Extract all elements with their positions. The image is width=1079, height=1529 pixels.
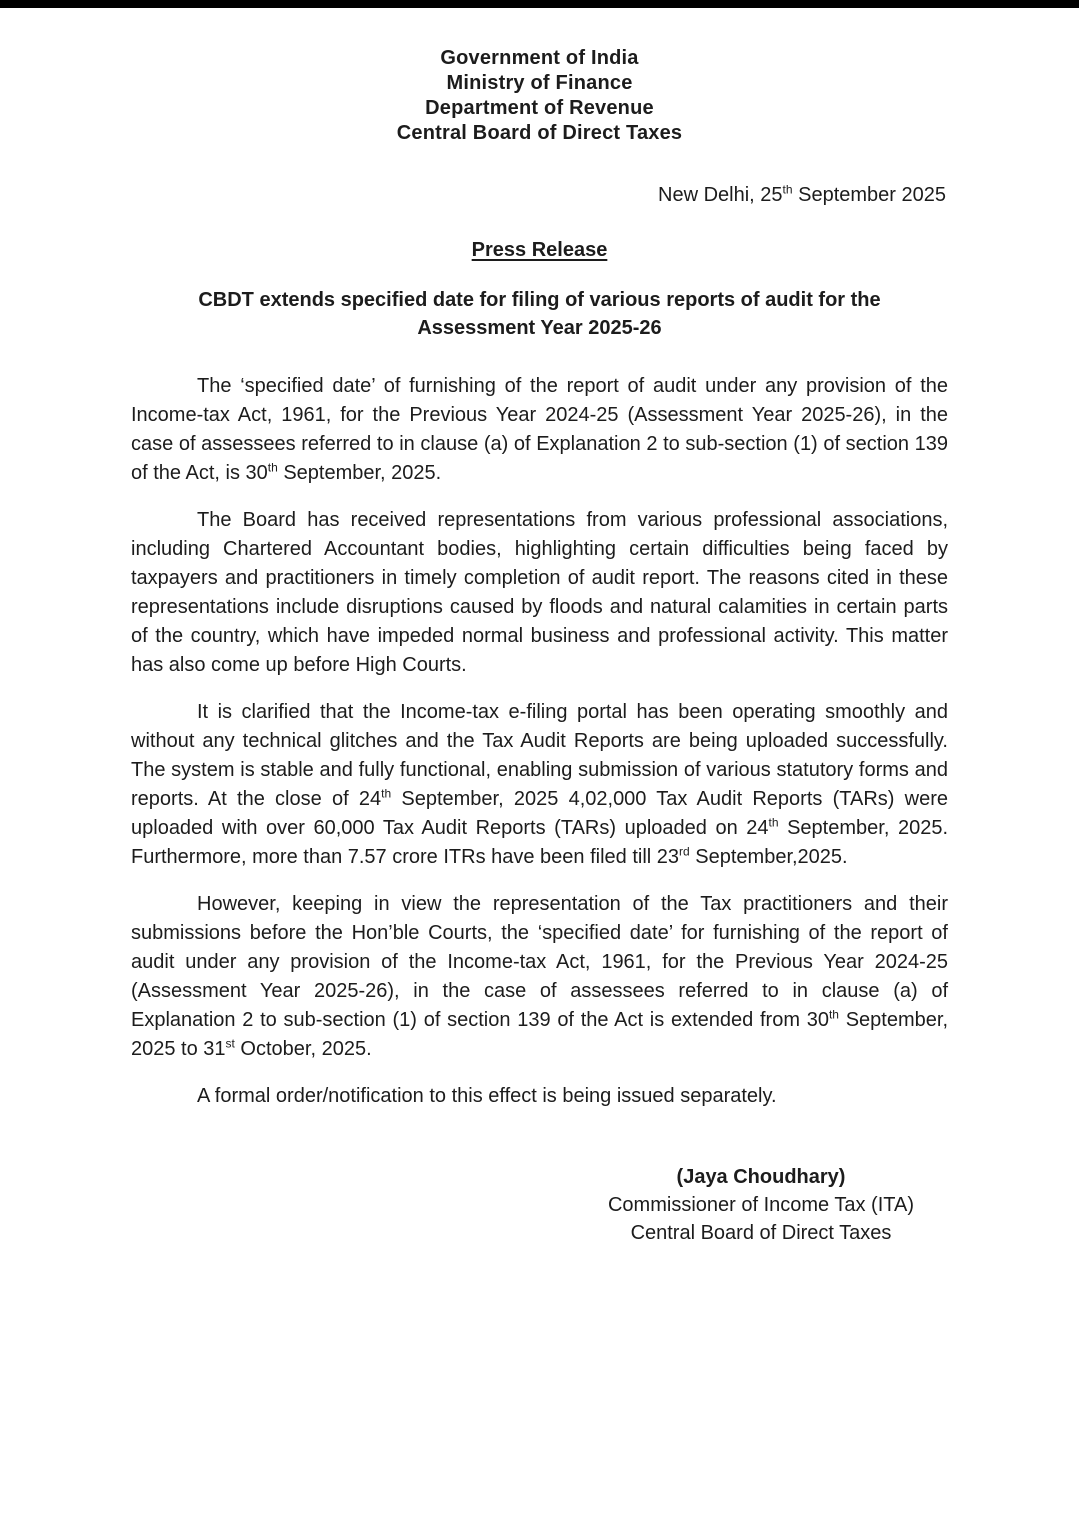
document-body xyxy=(131,372,948,1111)
dateline: New Delhi, 25th September 2025 xyxy=(658,182,946,206)
scan-edge-bar xyxy=(0,0,1079,8)
paragraph-formal-order: A formal order/notification to this effect is being issued separately. xyxy=(197,1085,777,1107)
paragraph-extension: However, keeping in view the representation of the Tax practitioners and their submissions before the Hon’ble Courts, the ‘specified date’ for furnishing of the report of audit under any provision of the Income-tax Act, 1961, for the Previous Year 2024-25 (Assessment Year 2025-26), in the case of assessees referred to in clause (a) of Explanation 2 to sub-section (1) of section 139 of the Act is extended from 30th September, 2025 to 31st October, 2025. xyxy=(131,893,949,1060)
signature-block xyxy=(561,1163,961,1247)
signatory-title: Commissioner of Income Tax (ITA) xyxy=(607,1194,914,1216)
subject-heading xyxy=(0,286,1079,342)
press-release-heading xyxy=(0,238,1079,263)
subject-line-1: CBDT extends specified date for filing of various reports of audit for the xyxy=(198,289,881,311)
letterhead-line-government: Government of India xyxy=(440,47,639,69)
paragraph-representations: The Board has received representations from various professional associations, including Chartered Accountant bodies, highlighting certain difficulties being faced by taxpayers and practitioners in timely completion of audit report. The reasons cited in these representations include disruptions caused by floods and natural calamities in certain parts of the country, which have impeded normal business and professional activity. This matter has also come up before High Courts. xyxy=(131,509,948,676)
letterhead-line-department: Department of Revenue xyxy=(425,97,654,119)
paragraph-portal-status: It is clarified that the Income-tax e-filing portal has been operating smoothly and without any technical glitches and the Tax Audit Reports are being uploaded successfully. The system is stable and fully functional, enabling submission of various statutory forms and reports. At the close of 24th September, 2025 4,02,000 Tax Audit Reports (TARs) were uploaded with over 60,000 Tax Audit Reports (TARs) uploaded on 24th September, 2025. Furthermore, more than 7.57 crore ITRs have been filed till 23rd September,2025. xyxy=(131,701,948,868)
signatory-org: Central Board of Direct Taxes xyxy=(630,1222,892,1244)
paragraph-specified-date: The ‘specified date’ of furnishing of the report of audit under any provision of the Income-tax Act, 1961, for the Previous Year 2024-25 (Assessment Year 2025-26), in the case of assessees referred to in clause (a) of Explanation 2 to sub-section (1) of section 139 of the Act, is 30th September, 2025. xyxy=(131,375,948,484)
press-release-heading-text: Press Release xyxy=(471,239,608,261)
subject-line-2: Assessment Year 2025-26 xyxy=(417,317,662,339)
letterhead xyxy=(0,0,1079,146)
letterhead-line-board: Central Board of Direct Taxes xyxy=(396,122,683,144)
signatory-name: (Jaya Choudhary) xyxy=(676,1166,846,1188)
letterhead-line-ministry: Ministry of Finance xyxy=(446,72,633,94)
